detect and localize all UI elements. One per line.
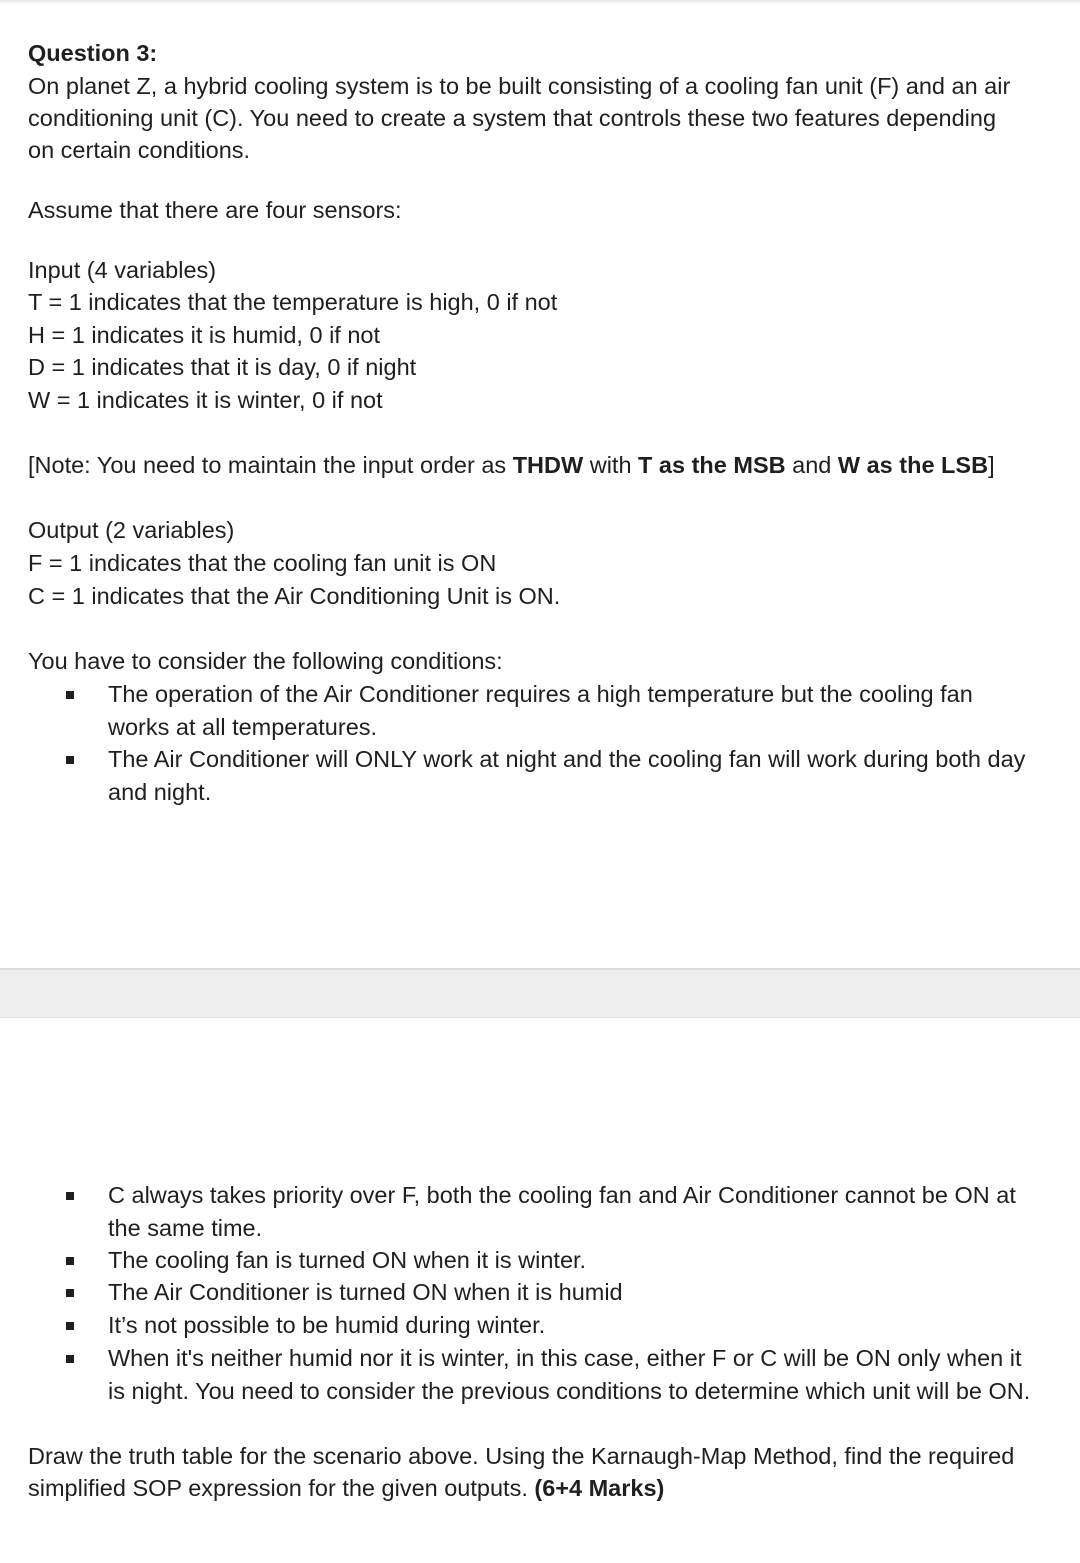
- condition-text: and night.: [108, 778, 212, 805]
- square-bullet-icon: [66, 1192, 74, 1200]
- square-bullet-icon: [66, 1355, 74, 1363]
- condition-text: The Air Conditioner is turned ON when it is humid: [108, 1279, 623, 1305]
- question-title: Question 3:: [28, 40, 158, 66]
- note-bold-lsb: W as the LSB: [837, 452, 989, 478]
- input-item: W = 1 indicates it is winter, 0 if not: [28, 387, 383, 413]
- condition-text: When it's neither humid nor it is winter, in this case, either F or C will be ON only when it: [108, 1345, 1022, 1371]
- input-item: H = 1 indicates it is humid, 0 if not: [28, 322, 381, 348]
- output-item: C = 1 indicates that the Air Conditioning Unit is ON.: [28, 583, 561, 609]
- condition-text: The Air Conditioner will ONLY work at night and the cooling fan will work during both day: [108, 746, 1026, 772]
- square-bullet-icon: [66, 1322, 74, 1330]
- intro-line-1: On planet Z, a hybrid cooling system is to be built consisting of a cooling fan unit (F) and an air: [28, 73, 1011, 99]
- page-top-edge: [0, 0, 1080, 4]
- page-2: [0, 1018, 1080, 1563]
- condition-text: C always takes priority over F, both the cooling fan and Air Conditioner cannot be ON at: [108, 1182, 1016, 1208]
- input-item: D = 1 indicates that it is day, 0 if night: [28, 354, 417, 380]
- page-break: [0, 968, 1080, 1018]
- condition-text: The cooling fan is turned ON when it is winter.: [108, 1247, 587, 1273]
- task-line-1: Draw the truth table for the scenario above. Using the Karnaugh-Map Method, find the required: [28, 1443, 1015, 1469]
- output-item: F = 1 indicates that the cooling fan unit is ON: [28, 550, 497, 576]
- intro-line-2: conditioning unit (C). You need to create a system that controls these two features depending: [28, 105, 997, 131]
- square-bullet-icon: [66, 691, 74, 699]
- condition-text: is night. You need to consider the previous conditions to determine which unit will be ON.: [108, 1377, 1031, 1404]
- square-bullet-icon: [66, 1289, 74, 1297]
- condition-text: the same time.: [108, 1214, 263, 1241]
- task-line-2: [28, 1472, 664, 1504]
- note-text: and: [785, 452, 838, 478]
- note-text: ]: [988, 452, 995, 478]
- conditions-heading: You have to consider the following conditions:: [28, 648, 503, 674]
- note-bold-msb: T as the MSB: [638, 452, 786, 478]
- square-bullet-icon: [66, 756, 74, 764]
- output-heading: Output (2 variables): [28, 517, 235, 543]
- intro-line-3: on certain conditions.: [28, 137, 251, 163]
- condition-text: The operation of the Air Conditioner requires a high temperature but the cooling fan: [108, 681, 973, 707]
- square-bullet-icon: [66, 1257, 74, 1265]
- note-text: [Note: You need to maintain the input order as: [28, 452, 513, 478]
- task-text: simplified SOP expression for the given outputs.: [28, 1475, 535, 1501]
- note-text: with: [583, 452, 639, 478]
- input-item: T = 1 indicates that the temperature is high, 0 if not: [28, 289, 558, 315]
- condition-text: It’s not possible to be humid during winter.: [108, 1312, 546, 1338]
- marks-label: (6+4 Marks): [534, 1475, 665, 1501]
- sensors-intro: Assume that there are four sensors:: [28, 197, 402, 223]
- condition-text: works at all temperatures.: [108, 713, 378, 740]
- note-bold-order: THDW: [512, 452, 584, 478]
- input-heading: Input (4 variables): [28, 257, 217, 283]
- input-order-note: [28, 449, 995, 481]
